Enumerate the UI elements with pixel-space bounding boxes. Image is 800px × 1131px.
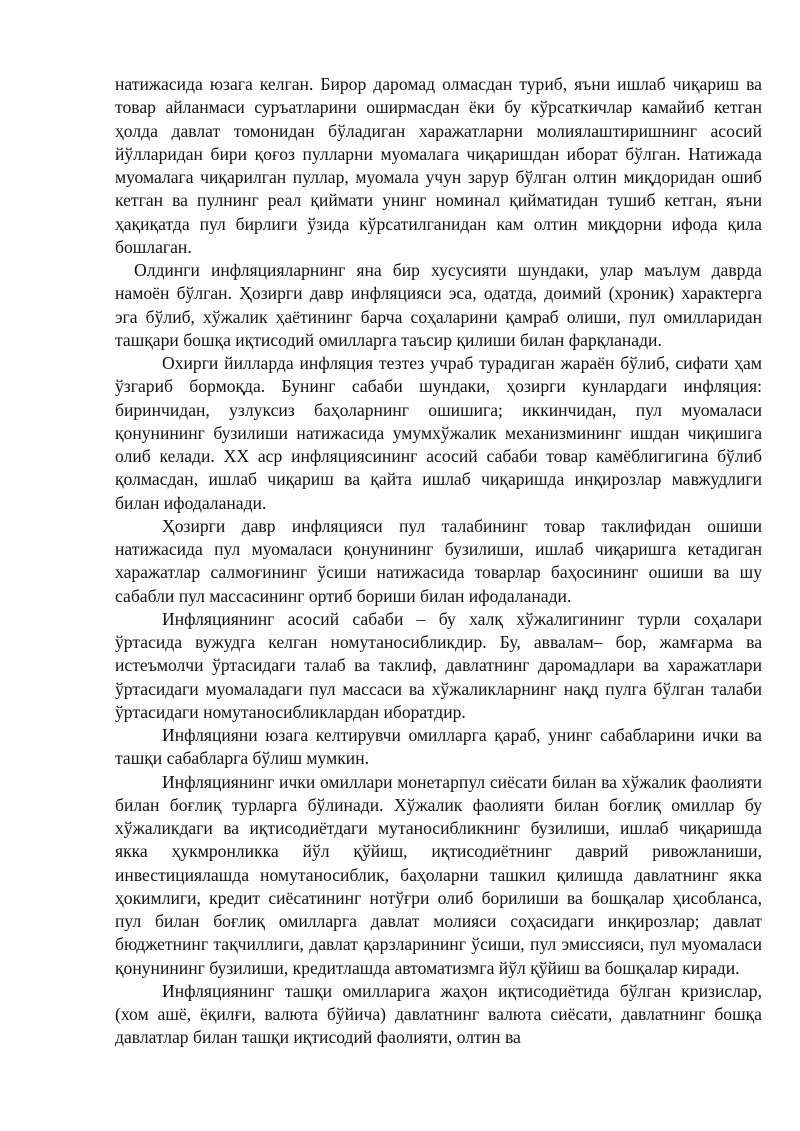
paragraph-7: Инфляциянинг ички омиллари монетарпул сиёсати билан ва хўжалик фаолияти билан боғлиқ турларга бўлинади. Хўжалик фаолияти билан боғлиқ омиллар бу хўжаликдаги ва иқтисодиётдаги мутаносибликнинг бузилиши, ишлаб чиқаришда якка ҳукмронликка йўл қўйиш, иқтисодиётнинг даврий ривожланиши, инвестициялашда номутаносиблик, баҳоларни ташкил қилишда давлатнинг якка ҳокимлиги, кредит сиёсатининг нотўғри олиб борилиши ва бошқалар ҳисобланса, пул билан боғлиқ омилларга давлат молияси соҳасидаги инқирозлар; давлат бюджетнинг тақчиллиги, давлат қарзларининг ўсиши, пул эмиссияси, пул муомаласи қонунининг бузилиши, кредитлашда автоматизмга йўл қўйиш ва бошқалар киради. xyxy=(115,771,762,978)
document-body xyxy=(115,73,762,1050)
paragraph-2: Олдинги инфляцияларнинг яна бир хусусияти шундаки, улар маълум даврда намоён бўлган. Ҳозирги давр инфляцияси эса, одатда, доимий (хроник) характерга эга бўлиб, хўжалик ҳаётининг барча соҳаларини қамраб олиши, пул омилларидан ташқари бошқа иқтисодий омилларга таъсир қилиши билан фарқланади. xyxy=(115,260,762,350)
paragraph-6: Инфляцияни юзага келтирувчи омилларга қараб, унинг сабабларини ички ва ташқи сабабларга бўлиш мумкин. xyxy=(115,725,762,769)
paragraph-1: натижасида юзага келган. Бирор даромад олмасдан туриб, яъни ишлаб чиқариш ва товар айланмаси суръатларини оширмасдан ёки бу кўрсаткичлар камайиб кетган ҳолда давлат томонидан бўладиган харажатларни молиялаштиришнинг асосий йўлларидан бири қоғоз пулларни муомалага чиқаришдан иборат бўлган. Натижада муомалага чиқарилган пуллар, муомала учун зарур бўлган олтин миқдоридан ошиб кетган ва пулнинг реал қиймати унинг номинал қийматидан тушиб кетган, яъни ҳақиқатда пул бирлиги ўзида кўрсатилганидан кам олтин миқдорни ифода қила бошлаган. xyxy=(115,74,762,257)
paragraph-5: Инфляциянинг асосий сабаби – бу халқ хўжалигининг турли соҳалари ўртасида вужудга келган номутаносибликдир. Бу, аввалам– бор, жамғарма ва истеъмолчи ўртасидаги талаб ва таклиф, давлатнинг даромадлари ва харажатлари ўртасидаги муомаладаги пул массаси ва хўжаликларнинг нақд пулга бўлган талаби ўртасидаги номутаносибликлардан иборатдир. xyxy=(115,608,762,722)
paragraph-8: Инфляциянинг ташқи омилларига жаҳон иқтисодиётида бўлган кризислар, (хом ашё, ёқилғи, валюта бўйича) давлатнинг валюта сиёсати, давлатнинг бошқа давлатлар билан ташқи иқтисодий фаолияти, олтин ва xyxy=(115,980,762,1048)
paragraph-3: Охирги йилларда инфляция тезтез учраб турадиган жараён бўлиб, сифати ҳам ўзгариб бормоқда. Бунинг сабаби шундаки, ҳозирги кунлардаги инфляция: биринчидан, узлуксиз баҳоларнинг ошишига; иккинчидан, пул муомаласи қонунининг бузилиши натижасида умумхўжалик механизмининг ишдан чиқишига олиб келади. XX аср инфляциясининг асосий сабаби товар камёблигигина бўлиб қолмасдан, ишлаб чиқариш ва қайта ишлаб чиқаришда инқирозлар мавжудлиги билан ифодаланади. xyxy=(115,353,762,513)
paragraph-4: Ҳозирги давр инфляцияси пул талабининг товар таклифидан ошиши натижасида пул муомаласи қонунининг бузилиши, ишлаб чиқаришга кетадиган харажатлар салмоғининг ўсиши натижасида товарлар баҳосининг ошиши ва шу сабабли пул массасининг ортиб бориши билан ифодаланади. xyxy=(115,515,762,606)
